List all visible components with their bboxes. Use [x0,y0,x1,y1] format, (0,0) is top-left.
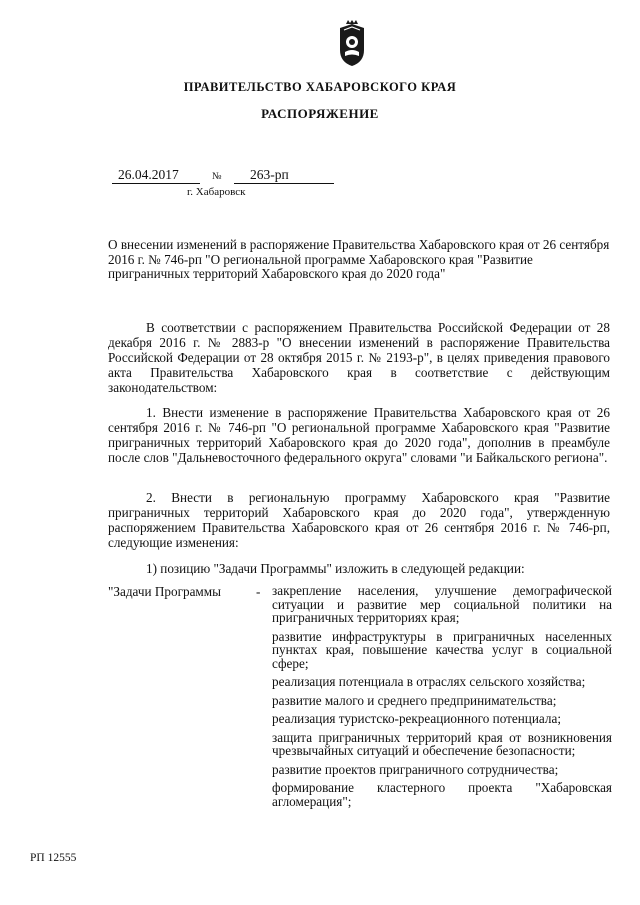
item-2-paragraph: 2. Внести в региональную программу Хабаровского края "Развитие приграничных территорий Хабаровского края до 2020 года", утвержденную распоряжением Правительства Хабаровского края от 26 сентября 2016 г. № 746-рп, следующие изменения: [108,490,610,550]
government-title: ПРАВИТЕЛЬСТВО ХАБАРОВСКОГО КРАЯ [183,80,457,94]
task-item: защита приграничных территорий края от возникновения чрезвычайных ситуаций и обеспечение безопасности; [272,729,612,758]
document-subject: О внесении изменений в распоряжение Правительства Хабаровского края от 26 сентября 2016 г. № 746-рп "О региональной программе Хабаровского края "Развитие приграничных территорий Хабаровского края до 2020 года" [108,237,610,281]
task-item: развитие проектов приграничного сотрудничества; [272,761,559,777]
task-item: закрепление населения, улучшение демографической ситуации и развитие мер социальной политики на приграничных территориях края; [272,583,612,625]
date-number-row [108,167,338,185]
item-2-1-paragraph: 1) позицию "Задачи Программы" изложить в следующей редакции: [146,561,525,576]
document-date: 26.04.2017 [112,167,200,184]
number-sign: № [212,171,222,182]
tasks-list [272,584,612,813]
task-item: развитие инфраструктуры в приграничных населенных пунктах края, повышение качества услуг в социальной сфере; [272,628,612,671]
tasks-label: "Задачи Программы [108,584,221,599]
task-item: развитие малого и среднего предпринимательства; [272,692,557,708]
task-item: формирование кластерного проекта "Хабаровская агломерация"; [272,780,612,809]
task-item: реализация потенциала в отраслях сельского хозяйства; [272,674,586,689]
task-item: реализация туристско-рекреационного потенциала; [272,711,561,726]
document-number: 263-рп [234,167,334,184]
item-1-paragraph: 1. Внести изменение в распоряжение Правительства Хабаровского края от 26 сентября 2016 г. № 746-рп "О региональной программе Хабаровского края "Развитие приграничных территорий Хабаровского края до 2020 года", дополнив в преамбуле после слов "Дальневосточного федерального округа" словами "и Байкальского региона". [108,405,610,465]
document-type: РАСПОРЯЖЕНИЕ [261,106,379,121]
city: г. Хабаровск [187,186,246,198]
footer-code: РП 12555 [30,852,77,864]
coat-of-arms-emblem [332,20,372,68]
tasks-dash: - [256,584,261,599]
preamble-paragraph: В соответствии с распоряжением Правительства Российской Федерации от 28 декабря 2016 г. № 2883-р "О внесении изменений в распоряжение Правительства Российской Федерации от 28 октября 2015 г. № 2193-р", в целях приведения правового акта Правительства Хабаровского края в соответствие с действующим законодательством: [108,320,610,395]
